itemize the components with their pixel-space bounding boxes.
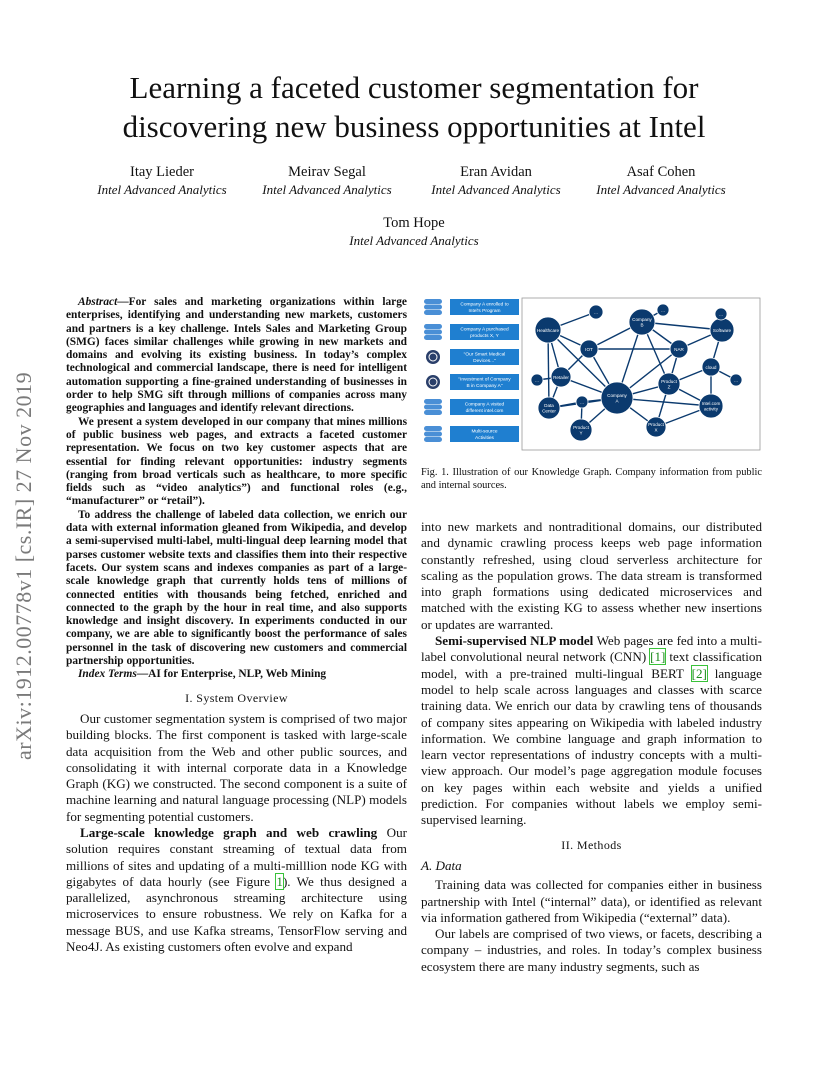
graph-node-label: X xyxy=(654,427,658,433)
body-paragraph: Our customer segmentation system is comprised of two major building blocks. The first component is tasked with large-scale data acquisition from the Web and other public sources, and consolidating it with internal corporate data in a Knowledge Graph (KG) we constructed. The second component is a suite of machine learning and natural language processing (NLP) models for segmenting potential customers. xyxy=(66,710,407,824)
body-paragraph: into new markets and nontraditional domains, our distributed and dynamic crawling process keeps web page information constantly refreshed, using cloud serverless architecture for scaling as the population grows. The data stream is transformed into graph formations using dedicated microservices and matched with the existing KG to assess whether new insertions or updates are warranted. xyxy=(421,519,762,632)
legend-label: different intel.com xyxy=(465,409,504,414)
graph-node-label: Product xyxy=(573,424,589,430)
legend-item xyxy=(426,374,519,390)
abstract-paragraph-1: —For sales and marketing organizations within large enterprises, identifying and understanding new markets, customers and partners is a key challenge. Intels Sales and Marketing Group (SMG) faces similar challenges while growing in new markets and domains and evolving its existing business. In today’s complex technological and commercial landscape, there is need for intelligent automation supporting a fine-grained understanding of businesses in order to help SMG sift through millions of companies across many geographies and languages and identify relevant directions. xyxy=(66,296,407,415)
figure-caption: Fig. 1. Illustration of our Knowledge Graph. Company information from public and internal sources. xyxy=(421,467,762,491)
graph-node-label: Product xyxy=(648,421,664,427)
author-affiliation: Intel Advanced Analytics xyxy=(349,233,479,248)
graph-node-label: ... xyxy=(580,399,584,405)
graph-node-label: Healthcare xyxy=(536,327,560,333)
author-block xyxy=(329,214,499,250)
abstract-label: Abstract xyxy=(78,296,118,308)
paragraph-text: text classification model, with a pre-trained multi-lingual BERT xyxy=(421,649,762,681)
graph-node-label: Company xyxy=(607,392,627,398)
legend-label: Company A purchased xyxy=(460,327,509,333)
arxiv-identifier: arXiv:1912.00778v1 [cs.IR] 27 Nov 2019 xyxy=(11,371,36,760)
body-paragraph: Training data was collected for companies either in business partnership with Intel (“internal” data), or identified as relevant via information gathered from Wikipedia (“external” data). xyxy=(421,877,762,925)
legend-item xyxy=(424,426,519,442)
author-name: Tom Hope xyxy=(383,215,445,231)
figure-legend xyxy=(424,299,519,442)
paragraph-text: Our solution requires constant streaming of textual data from millions of sites and updating of a multi-milllion node KG with gigabytes of data hourly (see Figure xyxy=(66,824,407,889)
graph-node-label: Data xyxy=(544,402,554,408)
author-affiliation: Intel Advanced Analytics xyxy=(97,182,227,197)
graph-node-label: Retailer xyxy=(553,374,569,380)
globe-icon xyxy=(426,350,440,364)
figure-reference-link[interactable]: 1 xyxy=(276,873,283,889)
graph-node-label: Center xyxy=(542,408,556,414)
abstract xyxy=(66,296,407,682)
paragraph-text: Web pages are fed into a multi-label convolutional neural network (CNN) xyxy=(421,633,762,665)
title-line-1: Learning a faceted customer segmentation for xyxy=(129,70,699,105)
left-column xyxy=(66,296,407,955)
title-line-2: discovering new business opportunities at Intel xyxy=(122,109,706,144)
graph-node-label: Z xyxy=(667,384,671,390)
globe-icon xyxy=(426,375,440,389)
legend-label: Company A enrolled to xyxy=(460,302,509,308)
graph-node-label: ... xyxy=(594,309,598,315)
database-icon xyxy=(424,324,442,340)
graph-node-label: Product xyxy=(661,378,677,384)
graph-node-label: ... xyxy=(734,377,738,383)
author-affiliation: Intel Advanced Analytics xyxy=(596,182,726,197)
index-terms: —AI for Enterprise, NLP, Web Mining xyxy=(136,668,327,681)
author-block xyxy=(411,163,581,199)
paragraph-text: language model to help scale across languages and classes with scarce training data. We enrich our data by crawling tens of thousands of company sites appearing on Wikipedia with labeled industry information. We combine language and graph information to learn vector representations of industry concepts with a multi-view approach. Our model’s page aggregation module focuses on key pages within each website and yields a unified prediction. For companies without labels we employ semi-supervised learning. xyxy=(421,665,762,828)
subsection-heading: A. Data xyxy=(421,857,462,873)
author-name: Itay Lieder xyxy=(129,164,194,180)
author-affiliation: Intel Advanced Analytics xyxy=(431,182,561,197)
graph-node-label: Intel.com xyxy=(701,400,721,406)
database-icon xyxy=(424,299,442,315)
author-block xyxy=(242,163,412,199)
citation-link[interactable]: [2] xyxy=(691,665,707,681)
index-terms-label: Index Terms xyxy=(78,668,137,681)
legend-label: Multi-source xyxy=(471,429,498,435)
knowledge-graph-figure xyxy=(421,294,763,454)
graph-node-label: Company xyxy=(632,316,652,322)
body-paragraph xyxy=(66,825,407,955)
graph-node-label: A xyxy=(615,398,619,404)
legend-label: Devices..." xyxy=(473,359,496,364)
graph-node-label: Y xyxy=(579,430,583,436)
graph-node-label: activity xyxy=(703,406,719,412)
graph-node-label: ... xyxy=(661,307,665,313)
author-block xyxy=(77,163,247,199)
section-heading: I. System Overview xyxy=(185,690,288,705)
paragraph-text: ). We thus designed a parallelized, asynchronous streaming architecture using microservices to ensure robustness. We rely on Kafka for a message BUS, and use Kafka streams, TensorFlow serving and Neo4J. As existing customers often evolve and expand xyxy=(66,873,407,955)
abstract-paragraph-2: We present a system developed in our company that mines millions of public business web pages, and extracts a faceted customer representation. We focus on two key customer aspects that are essential for finding relevant opportunities: industry segments (ranging from broad verticals such as healthcare, to more specific fields such as “video analytics”) and functional roles (e.g., “manufacturer” or “retail”). xyxy=(66,415,407,508)
graph-node-label: IOT xyxy=(585,346,593,352)
body-paragraph: Our labels are comprised of two views, or facets, describing a company – industries, and roles. In today’s complex business ecosystem there are many industry segments, such as xyxy=(421,926,762,974)
legend-label: Intel's Program xyxy=(468,309,501,314)
body-paragraph xyxy=(421,633,762,829)
legend-item xyxy=(424,324,519,340)
graph-node-label: B xyxy=(640,322,644,328)
section-heading: II. Methods xyxy=(561,837,622,852)
graph-node-label: ... xyxy=(535,377,539,383)
author-name: Meirav Segal xyxy=(288,164,366,180)
paper-title xyxy=(60,68,768,146)
legend-label: Company A visited xyxy=(464,402,505,408)
author-block xyxy=(576,163,746,199)
citation-link[interactable]: [1] xyxy=(650,649,666,665)
database-icon xyxy=(424,426,442,442)
graph-node-label: cloud xyxy=(705,364,717,370)
legend-label: "Investment of Company xyxy=(458,377,511,383)
right-column xyxy=(421,519,762,975)
database-icon xyxy=(424,399,442,415)
graph-node-label: NAR xyxy=(674,346,684,352)
author-affiliation: Intel Advanced Analytics xyxy=(262,182,392,197)
author-name: Asaf Cohen xyxy=(626,164,696,180)
abstract-paragraph-3: To address the challenge of labeled data collection, we enrich our data with external information gleaned from Wikipedia, and develop a semi-supervised multi-label, multi-lingual deep learning model that parses customer website texts and classifies them into their respective facets. Our system scans and indexes companies as part of a large-scale knowledge graph that currently holds tens of millions of connected entities with thousands being fetched, enriched and connected to the graph by the hour in real time, and also supports knowledge and insight discovery. In experiments conducted in our company, we are able to significantly boost the performance of sales personnel in the task of discovering new customers and commercial partnership opportunities. xyxy=(66,508,407,668)
legend-item xyxy=(424,299,519,315)
legend-label: products X, Y xyxy=(470,334,499,339)
author-name: Eran Avidan xyxy=(460,164,532,180)
legend-item xyxy=(424,399,519,415)
graph-node-label: Software xyxy=(712,327,732,333)
knowledge-graph-svg xyxy=(421,294,763,454)
legend-label: "Our Smart Medical xyxy=(463,352,506,358)
legend-item xyxy=(426,349,519,365)
paragraph-heading: Large-scale knowledge graph and web crawling xyxy=(80,824,378,840)
legend-label: B in Company A" xyxy=(466,384,503,389)
legend-label: Activities xyxy=(475,436,494,441)
paragraph-heading: Semi-supervised NLP model xyxy=(435,633,594,649)
graph-node-label: ... xyxy=(719,311,723,317)
